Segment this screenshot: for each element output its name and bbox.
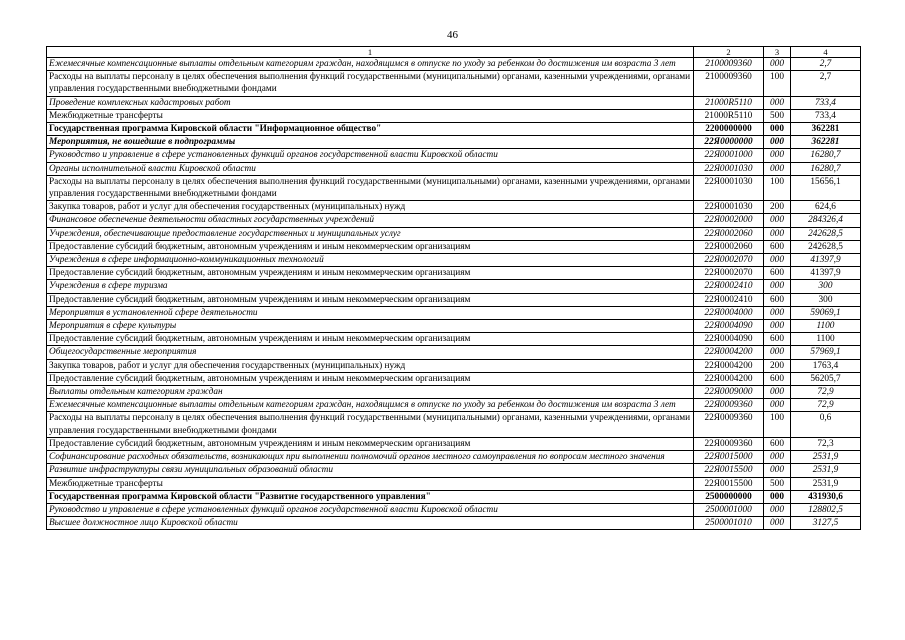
row-code-cell: 2500000000 [694, 490, 764, 503]
row-code-cell: 22Я0004200 [694, 359, 764, 372]
row-name-cell: Межбюджетные трансферты [47, 109, 694, 122]
table-row [47, 372, 861, 385]
row-expense-type-cell: 600 [764, 240, 791, 253]
row-amount-cell: 59069,1 [791, 306, 861, 319]
row-amount-cell: 0,6 [791, 412, 861, 437]
row-code-cell: 22Я0001030 [694, 175, 764, 200]
row-code-cell: 22Я0015500 [694, 477, 764, 490]
row-name-cell: Закупка товаров, работ и услуг для обеспечения государственных (муниципальных) нужд [47, 359, 694, 372]
table-row [47, 333, 861, 346]
page-number: 46 [447, 29, 458, 41]
table-header-row [47, 47, 861, 58]
row-amount-cell: 57969,1 [791, 346, 861, 359]
row-amount-cell: 16280,7 [791, 149, 861, 162]
header-col-1: 1 [47, 47, 694, 58]
table-row [47, 503, 861, 516]
row-name-cell: Финансовое обеспечение деятельности областных государственных учреждений [47, 214, 694, 227]
row-amount-cell: 3127,5 [791, 517, 861, 530]
row-amount-cell: 362281 [791, 123, 861, 136]
row-name-cell: Софинансирование расходных обязательств, возникающих при выполнении полномочий органов местного самоуправления по вопросам местного значения [47, 451, 694, 464]
row-amount-cell: 733,4 [791, 109, 861, 122]
row-name-cell: Государственная программа Кировской области "Информационное общество" [47, 123, 694, 136]
row-expense-type-cell: 000 [764, 306, 791, 319]
row-amount-cell: 362281 [791, 136, 861, 149]
row-expense-type-cell: 000 [764, 451, 791, 464]
row-amount-cell: 2531,9 [791, 451, 861, 464]
row-code-cell: 22Я0001030 [694, 162, 764, 175]
row-code-cell: 22Я0002060 [694, 227, 764, 240]
row-code-cell: 22Я0001000 [694, 149, 764, 162]
header-col-4: 4 [791, 47, 861, 58]
row-name-cell: Развитие инфраструктуры связи муниципальных образований области [47, 464, 694, 477]
row-code-cell: 22Я0015000 [694, 451, 764, 464]
row-expense-type-cell: 600 [764, 437, 791, 450]
table-row [47, 412, 861, 437]
row-amount-cell: 15656,1 [791, 175, 861, 200]
row-expense-type-cell: 000 [764, 149, 791, 162]
row-code-cell: 22Я0004090 [694, 320, 764, 333]
row-amount-cell: 284326,4 [791, 214, 861, 227]
table-row [47, 201, 861, 214]
row-amount-cell: 72,9 [791, 399, 861, 412]
row-amount-cell: 2531,9 [791, 477, 861, 490]
row-amount-cell: 300 [791, 293, 861, 306]
row-name-cell: Проведение комплексных кадастровых работ [47, 96, 694, 109]
table-row [47, 71, 861, 96]
row-name-cell: Расходы на выплаты персоналу в целях обеспечения выполнения функций государственными (муниципальными) органами, казенными учреждениями, органами управления государственными внебюджетными фондами [47, 175, 694, 200]
row-code-cell: 22Я0004090 [694, 333, 764, 346]
row-code-cell: 22Я0004200 [694, 372, 764, 385]
row-amount-cell: 1100 [791, 333, 861, 346]
row-expense-type-cell: 100 [764, 412, 791, 437]
table-row [47, 306, 861, 319]
row-name-cell: Предоставление субсидий бюджетным, автономным учреждениям и иным некоммерческим организациям [47, 333, 694, 346]
table-row [47, 437, 861, 450]
row-expense-type-cell: 000 [764, 214, 791, 227]
row-amount-cell: 56205,7 [791, 372, 861, 385]
row-code-cell: 22Я0002070 [694, 267, 764, 280]
row-expense-type-cell: 000 [764, 254, 791, 267]
table-row [47, 136, 861, 149]
row-expense-type-cell: 000 [764, 386, 791, 399]
row-expense-type-cell: 100 [764, 175, 791, 200]
row-amount-cell: 2,7 [791, 58, 861, 71]
table-row [47, 227, 861, 240]
row-expense-type-cell: 000 [764, 58, 791, 71]
row-name-cell: Ежемесячные компенсационные выплаты отдельным категориям граждан, находящимся в отпуске по уходу за ребенком до достижения им возраста 3 лет [47, 399, 694, 412]
row-amount-cell: 242628,5 [791, 240, 861, 253]
row-name-cell: Предоставление субсидий бюджетным, автономным учреждениям и иным некоммерческим организациям [47, 293, 694, 306]
table-row [47, 162, 861, 175]
row-expense-type-cell: 000 [764, 227, 791, 240]
row-amount-cell: 41397,9 [791, 267, 861, 280]
row-name-cell: Межбюджетные трансферты [47, 477, 694, 490]
row-code-cell: 22Я0009360 [694, 437, 764, 450]
row-expense-type-cell: 000 [764, 162, 791, 175]
row-name-cell: Расходы на выплаты персоналу в целях обеспечения выполнения функций государственными (муниципальными) органами, казенными учреждениями, органами управления государственными внебюджетными фондами [47, 71, 694, 96]
row-code-cell: 22Я0002070 [694, 254, 764, 267]
row-name-cell: Предоставление субсидий бюджетным, автономным учреждениям и иным некоммерческим организациям [47, 437, 694, 450]
row-amount-cell: 1763,4 [791, 359, 861, 372]
row-name-cell: Выплаты отдельным категориям граждан [47, 386, 694, 399]
row-expense-type-cell: 000 [764, 280, 791, 293]
table-row [47, 451, 861, 464]
row-expense-type-cell: 000 [764, 399, 791, 412]
table-row [47, 490, 861, 503]
row-name-cell: Учреждения в сфере информационно-коммуникационных технологий [47, 254, 694, 267]
row-name-cell: Предоставление субсидий бюджетным, автономным учреждениям и иным некоммерческим организациям [47, 267, 694, 280]
row-code-cell: 2100009360 [694, 58, 764, 71]
row-expense-type-cell: 000 [764, 123, 791, 136]
table-row [47, 517, 861, 530]
row-expense-type-cell: 600 [764, 372, 791, 385]
header-col-3: 3 [764, 47, 791, 58]
table-row [47, 96, 861, 109]
table-row [47, 123, 861, 136]
row-code-cell: 22Я0000000 [694, 136, 764, 149]
row-amount-cell: 128802,5 [791, 503, 861, 516]
row-code-cell: 2200000000 [694, 123, 764, 136]
row-code-cell: 2500001000 [694, 503, 764, 516]
row-code-cell: 22Я0002410 [694, 280, 764, 293]
row-code-cell: 22Я0002410 [694, 293, 764, 306]
table-row [47, 386, 861, 399]
row-amount-cell: 1100 [791, 320, 861, 333]
table-row [47, 293, 861, 306]
table-row [47, 214, 861, 227]
row-name-cell: Ежемесячные компенсационные выплаты отдельным категориям граждан, находящимся в отпуске по уходу за ребенком до достижения им возраста 3 лет [47, 58, 694, 71]
row-expense-type-cell: 000 [764, 320, 791, 333]
row-expense-type-cell: 600 [764, 333, 791, 346]
row-name-cell: Мероприятия в сфере культуры [47, 320, 694, 333]
row-name-cell: Расходы на выплаты персоналу в целях обеспечения выполнения функций государственными (муниципальными) органами, казенными учреждениями, органами управления государственными внебюджетными фондами [47, 412, 694, 437]
row-code-cell: 21000R5110 [694, 96, 764, 109]
table-row [47, 175, 861, 200]
row-name-cell: Мероприятия в установленной сфере деятельности [47, 306, 694, 319]
table-row [47, 267, 861, 280]
row-amount-cell: 624,6 [791, 201, 861, 214]
row-expense-type-cell: 200 [764, 201, 791, 214]
table-row [47, 346, 861, 359]
row-name-cell: Мероприятия, не вошедшие в подпрограммы [47, 136, 694, 149]
row-amount-cell: 242628,5 [791, 227, 861, 240]
row-amount-cell: 431930,6 [791, 490, 861, 503]
table-row [47, 477, 861, 490]
row-code-cell: 22Я0002060 [694, 240, 764, 253]
row-expense-type-cell: 000 [764, 346, 791, 359]
table-row [47, 464, 861, 477]
row-amount-cell: 2531,9 [791, 464, 861, 477]
table-row [47, 320, 861, 333]
row-name-cell: Высшее должностное лицо Кировской области [47, 517, 694, 530]
row-code-cell: 22Я0009360 [694, 399, 764, 412]
row-amount-cell: 72,9 [791, 386, 861, 399]
row-name-cell: Общегосударственные мероприятия [47, 346, 694, 359]
row-expense-type-cell: 000 [764, 517, 791, 530]
table-row [47, 149, 861, 162]
row-code-cell: 22Я0001030 [694, 201, 764, 214]
row-name-cell: Учреждения, обеспечивающие предоставление государственных и муниципальных услуг [47, 227, 694, 240]
row-amount-cell: 41397,9 [791, 254, 861, 267]
row-code-cell: 22Я0002000 [694, 214, 764, 227]
table-row [47, 359, 861, 372]
row-expense-type-cell: 000 [764, 503, 791, 516]
row-expense-type-cell: 500 [764, 109, 791, 122]
row-expense-type-cell: 000 [764, 490, 791, 503]
row-name-cell: Закупка товаров, работ и услуг для обеспечения государственных (муниципальных) нужд [47, 201, 694, 214]
row-expense-type-cell: 200 [764, 359, 791, 372]
table-row [47, 58, 861, 71]
row-expense-type-cell: 100 [764, 71, 791, 96]
row-amount-cell: 733,4 [791, 96, 861, 109]
row-amount-cell: 16280,7 [791, 162, 861, 175]
row-name-cell: Руководство и управление в сфере установленных функций органов государственной власти Кировской области [47, 149, 694, 162]
table-row [47, 280, 861, 293]
row-expense-type-cell: 000 [764, 464, 791, 477]
table-row [47, 254, 861, 267]
row-amount-cell: 72,3 [791, 437, 861, 450]
row-expense-type-cell: 600 [764, 293, 791, 306]
row-name-cell: Предоставление субсидий бюджетным, автономным учреждениям и иным некоммерческим организациям [47, 240, 694, 253]
row-expense-type-cell: 000 [764, 96, 791, 109]
row-code-cell: 22Я0004200 [694, 346, 764, 359]
row-amount-cell: 300 [791, 280, 861, 293]
row-expense-type-cell: 600 [764, 267, 791, 280]
row-code-cell: 22Я0009000 [694, 386, 764, 399]
row-code-cell: 22Я0009360 [694, 412, 764, 437]
row-expense-type-cell: 500 [764, 477, 791, 490]
header-col-2: 2 [694, 47, 764, 58]
row-code-cell: 2500001010 [694, 517, 764, 530]
row-name-cell: Органы исполнительной власти Кировской области [47, 162, 694, 175]
row-name-cell: Государственная программа Кировской области "Развитие государственного управления" [47, 490, 694, 503]
row-name-cell: Предоставление субсидий бюджетным, автономным учреждениям и иным некоммерческим организациям [47, 372, 694, 385]
row-code-cell: 22Я0004000 [694, 306, 764, 319]
table-row [47, 399, 861, 412]
table-row [47, 240, 861, 253]
row-code-cell: 22Я0015500 [694, 464, 764, 477]
row-code-cell: 21000R5110 [694, 109, 764, 122]
table-row [47, 109, 861, 122]
row-code-cell: 2100009360 [694, 71, 764, 96]
row-name-cell: Учреждения в сфере туризма [47, 280, 694, 293]
budget-table [46, 46, 861, 530]
row-amount-cell: 2,7 [791, 71, 861, 96]
row-name-cell: Руководство и управление в сфере установленных функций органов государственной власти Кировской области [47, 503, 694, 516]
row-expense-type-cell: 000 [764, 136, 791, 149]
